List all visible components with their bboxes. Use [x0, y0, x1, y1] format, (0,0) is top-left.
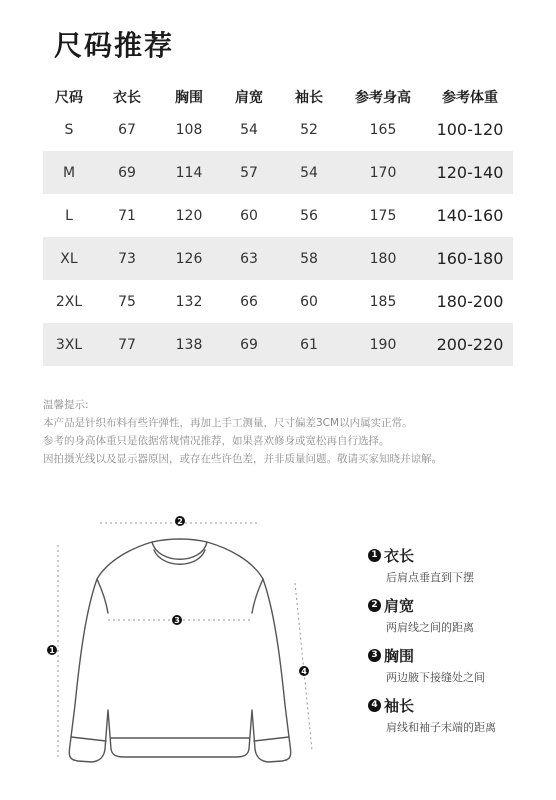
header-cell-shoulder: 肩宽 — [235, 90, 263, 106]
measurement-legend — [368, 545, 496, 745]
sweatshirt-right-seam — [252, 579, 263, 613]
chest-cell: 126 — [175, 250, 203, 267]
size-cell: L — [65, 207, 73, 224]
number-2-icon: 2 — [368, 599, 381, 612]
legend-title: 胸围 — [384, 647, 415, 665]
weight-cell: 180-200 — [436, 292, 504, 311]
height-cell: 190 — [369, 336, 397, 353]
legend-desc: 肩线和袖子末端的距离 — [386, 721, 496, 734]
height-cell: 175 — [369, 207, 397, 224]
sleeve-cell: 61 — [300, 336, 318, 353]
length-cell: 75 — [118, 293, 136, 310]
table-header-row — [43, 86, 513, 108]
sweatshirt-left-seam — [97, 579, 108, 613]
legend-desc: 后肩点垂直到下摆 — [386, 571, 474, 584]
chest-cell: 108 — [175, 121, 203, 138]
shoulder-cell: 66 — [240, 293, 258, 310]
sleeve-cell: 56 — [300, 207, 318, 224]
legend-title: 肩宽 — [384, 597, 415, 615]
sweatshirt-body-outline — [69, 539, 290, 762]
shoulder-cell: 54 — [240, 121, 258, 138]
legend-title: 衣长 — [384, 547, 415, 565]
number-3-icon: 3 — [368, 649, 381, 662]
shoulder-cell: 60 — [240, 207, 258, 224]
number-1-icon: 1 — [368, 549, 381, 562]
size-cell: S — [64, 121, 74, 138]
sweatshirt-right-cuff — [254, 737, 289, 741]
table-row — [43, 194, 513, 237]
shoulder-cell: 69 — [240, 336, 258, 353]
sleeve-cell: 52 — [300, 121, 318, 138]
tips-section — [43, 396, 442, 468]
sweatshirt-diagram — [40, 505, 340, 790]
shoulder-cell: 57 — [240, 164, 258, 181]
sleeve-cell: 60 — [300, 293, 318, 310]
chest-cell: 138 — [175, 336, 203, 353]
header-cell-chest: 胸围 — [175, 90, 203, 106]
size-cell: 3XL — [55, 336, 83, 353]
chest-cell: 120 — [175, 207, 203, 224]
size-cell: M — [62, 164, 76, 181]
size-table — [43, 86, 513, 366]
header-cell-weight: 参考体重 — [442, 90, 498, 106]
marker-1-label: 1 — [49, 646, 55, 655]
tips-line: 因拍摄光线以及显示器原因，或存在些许色差，并非质量问题。敬请买家知晓并谅解。 — [43, 453, 442, 465]
sleeve-cell: 54 — [300, 164, 318, 181]
header-cell-size: 尺码 — [55, 90, 83, 106]
table-row — [43, 280, 513, 323]
weight-cell: 160-180 — [436, 249, 504, 268]
legend-desc: 两边腋下接缝处之间 — [386, 671, 485, 684]
weight-cell: 140-160 — [436, 206, 504, 225]
table-row — [43, 237, 513, 280]
legend-desc: 两肩线之间的距离 — [386, 621, 474, 634]
number-4-icon: 4 — [368, 699, 381, 712]
height-cell: 170 — [369, 164, 397, 181]
weight-cell: 120-140 — [436, 163, 504, 182]
tips-heading: 温馨提示: — [43, 399, 89, 411]
sweatshirt-neckline-inner — [154, 550, 205, 564]
marker-4-label: 4 — [301, 667, 307, 676]
marker-3-label: 3 — [174, 616, 180, 625]
legend-item-shoulder — [368, 595, 496, 635]
table-row — [43, 151, 513, 194]
sweatshirt-neckline — [152, 542, 207, 559]
size-cell: XL — [60, 250, 78, 267]
legend-item-sleeve — [368, 695, 496, 735]
length-cell: 69 — [118, 164, 136, 181]
chest-cell: 114 — [175, 164, 203, 181]
legend-item-chest — [368, 645, 496, 685]
table-row — [43, 108, 513, 151]
tips-line: 本产品是针织布料有些许弹性，再加上手工测量，尺寸偏差3CM以内属实正常。 — [43, 417, 413, 429]
weight-cell: 200-220 — [436, 335, 504, 354]
tips-line: 参考的身高体重只是依据常规情况推荐，如果喜欢修身或宽松再自行选择。 — [43, 435, 390, 447]
page-title: 尺码推荐 — [54, 29, 175, 62]
header-cell-height: 参考身高 — [355, 90, 411, 106]
height-cell: 180 — [369, 250, 397, 267]
marker-2-label: 2 — [177, 517, 183, 526]
height-cell: 165 — [369, 121, 397, 138]
sleeve-cell: 58 — [300, 250, 318, 267]
weight-cell: 100-120 — [436, 120, 504, 139]
length-cell: 67 — [118, 121, 136, 138]
sweatshirt-left-cuff — [71, 737, 106, 741]
header-cell-sleeve: 袖长 — [295, 90, 323, 106]
shoulder-cell: 63 — [240, 250, 258, 267]
length-cell: 77 — [118, 336, 136, 353]
height-cell: 185 — [369, 293, 397, 310]
header-cell-length: 衣长 — [113, 90, 141, 106]
legend-title: 袖长 — [384, 697, 415, 715]
table-row — [43, 323, 513, 366]
length-cell: 73 — [118, 250, 136, 267]
size-cell: 2XL — [55, 293, 83, 310]
length-cell: 71 — [118, 207, 136, 224]
chest-cell: 132 — [175, 293, 203, 310]
legend-item-length — [368, 545, 496, 585]
